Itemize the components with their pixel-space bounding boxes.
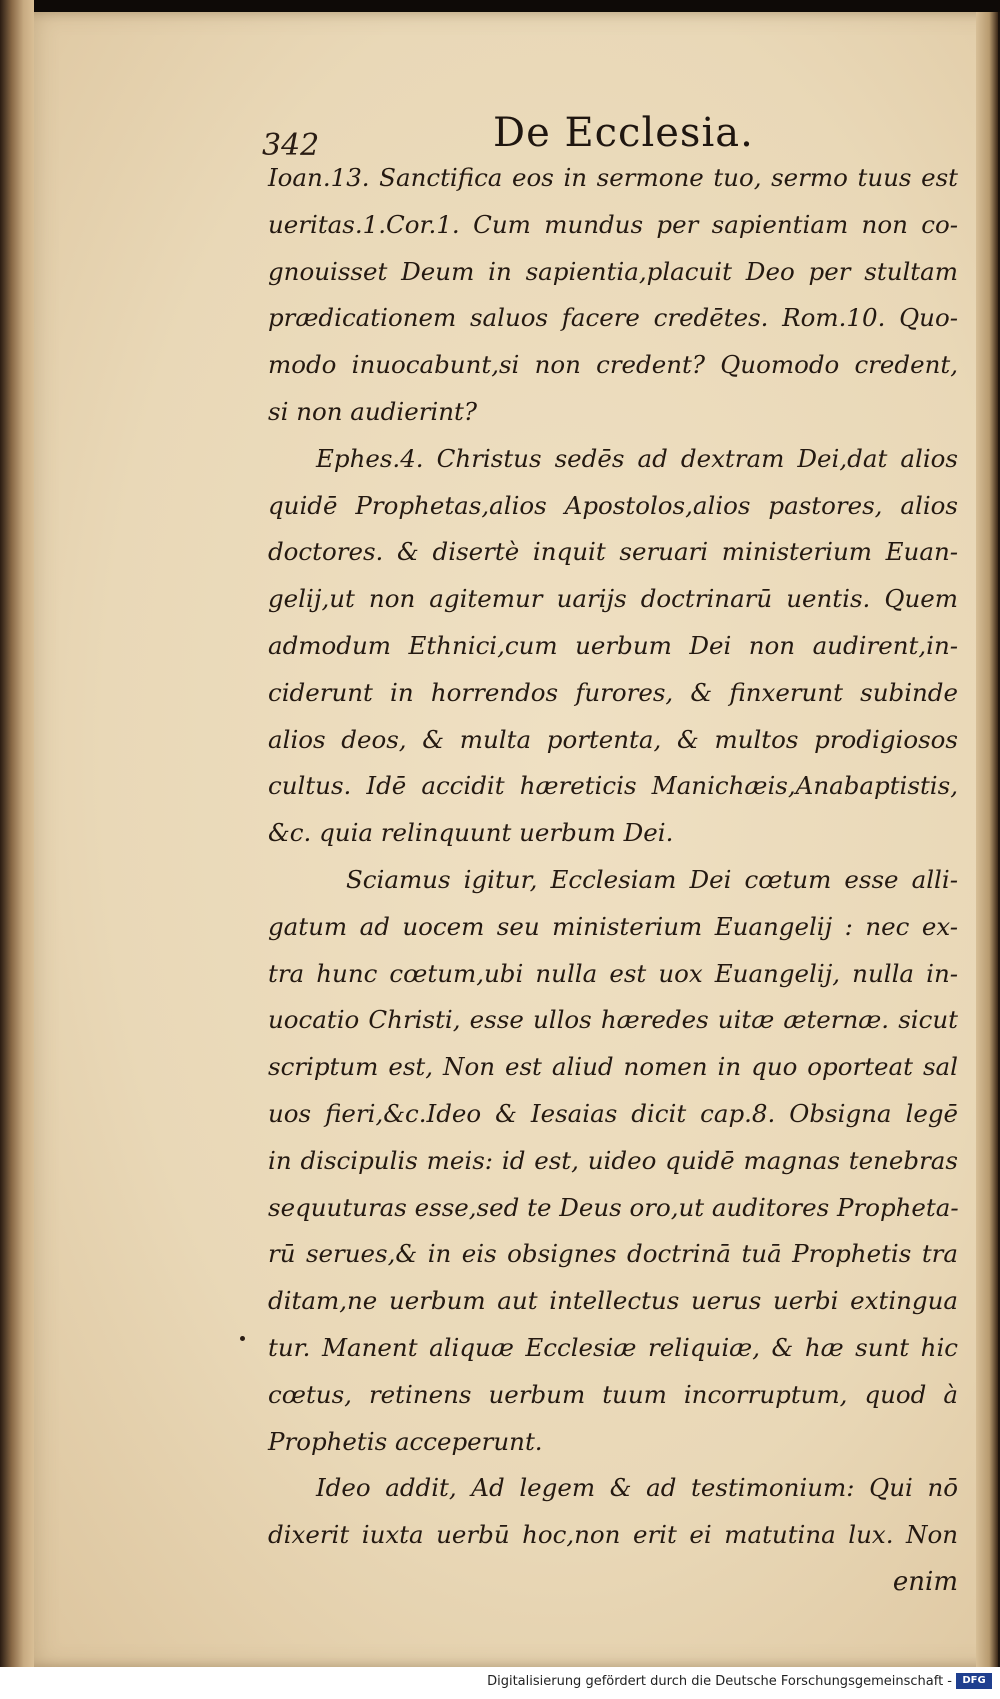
ink-spot — [240, 1336, 245, 1341]
text-line: Prophetis acceperunt. — [268, 1426, 543, 1456]
dfg-logo: DFG — [956, 1673, 992, 1689]
text-line: uos fieri,&c.Ideo & Iesaias dicit cap.8. Obsigna legē — [268, 1098, 958, 1128]
catchword: enim — [892, 1566, 958, 1597]
text-line: rū serues,& in eis obsignes doctrinā tuā Prophetis tra — [268, 1239, 958, 1269]
body-text — [268, 155, 958, 1606]
text-line: Ioan.13. Sanctifica eos in sermone tuo, sermo tuus est — [268, 163, 958, 192]
text-line: alios deos, & multa portenta, & multos prodigiosos — [268, 724, 958, 754]
text-line: cœtus, retinens uerbum tuum incorruptum, quod à — [268, 1379, 958, 1409]
text-line: cultus. Idē accidit hæreticis Manichæis,Anabaptistis, — [268, 771, 958, 801]
text-line: si non audierint? — [268, 396, 478, 426]
text-line: Ephes.4. Christus sedēs ad dextram Dei,dat alios — [316, 443, 958, 473]
text-line: Ideo addit, Ad legem & ad testimonium: Qui nō — [316, 1473, 958, 1503]
text-line: tra hunc cœtum,ubi nulla est uox Euangelij, nulla in- — [268, 958, 958, 988]
text-line: tur. Manent aliquæ Ecclesiæ reliquiæ, & hæ sunt hic — [268, 1332, 958, 1362]
text-line: in discipulis meis: id est, uideo quidē magnas tenebras — [268, 1145, 958, 1175]
text-line: admodum Ethnici,cum uerbum Dei non audirent,in- — [268, 630, 958, 660]
text-line: dixerit iuxta uerbū hoc,non erit ei matutina lux. Non — [268, 1520, 958, 1550]
text-line: gatum ad uocem seu ministerium Euangelij : nec ex- — [268, 911, 958, 941]
text-line: quidē Prophetas,alios Apostolos,alios pastores, alios — [268, 490, 958, 520]
page-edge — [976, 12, 998, 1667]
page-number: 342 — [262, 128, 320, 163]
text-line: gnouisset Deum in sapientia,placuit Deo per stultam — [268, 256, 958, 286]
text-line: ueritas.1.Cor.1. Cum mundus per sapientiam non co- — [268, 209, 958, 239]
text-line: ditam,ne uerbum aut intellectus uerus uerbi extingua — [268, 1286, 958, 1316]
text-line: &c. quia relinquunt uerbum Dei. — [268, 818, 674, 848]
text-line: modo inuocabunt,si non credent? Quomodo credent, — [268, 350, 958, 380]
text-line: gelij,ut non agitemur uarijs doctrinarū uentis. Quem — [268, 584, 958, 614]
text-line: prædicationem saluos facere credētes. Rom.10. Quo- — [268, 303, 958, 333]
top-scan-border — [0, 0, 1000, 12]
text-line: Sciamus igitur, Ecclesiam Dei cœtum esse alli- — [346, 864, 958, 894]
text-line: ciderunt in horrendos furores, & finxerunt subinde — [268, 677, 958, 707]
funding-credit: Digitalisierung gefördert durch die Deutsche Forschungsgemeinschaft - — [487, 1674, 952, 1689]
text-line: doctores. & disertè inquit seruari ministerium Euan- — [268, 537, 958, 567]
text-line: scriptum est, Non est aliud nomen in quo oporteat sal — [268, 1052, 958, 1082]
text-line: uocatio Christi, esse ullos hæredes uitæ æternæ. sicut — [268, 1005, 958, 1035]
book-spine — [0, 0, 34, 1699]
text-line: sequuturas esse,sed te Deus oro,ut auditores Propheta- — [268, 1192, 959, 1222]
footer-bar — [0, 1667, 1000, 1699]
running-title: De Ecclesia. — [493, 110, 754, 156]
